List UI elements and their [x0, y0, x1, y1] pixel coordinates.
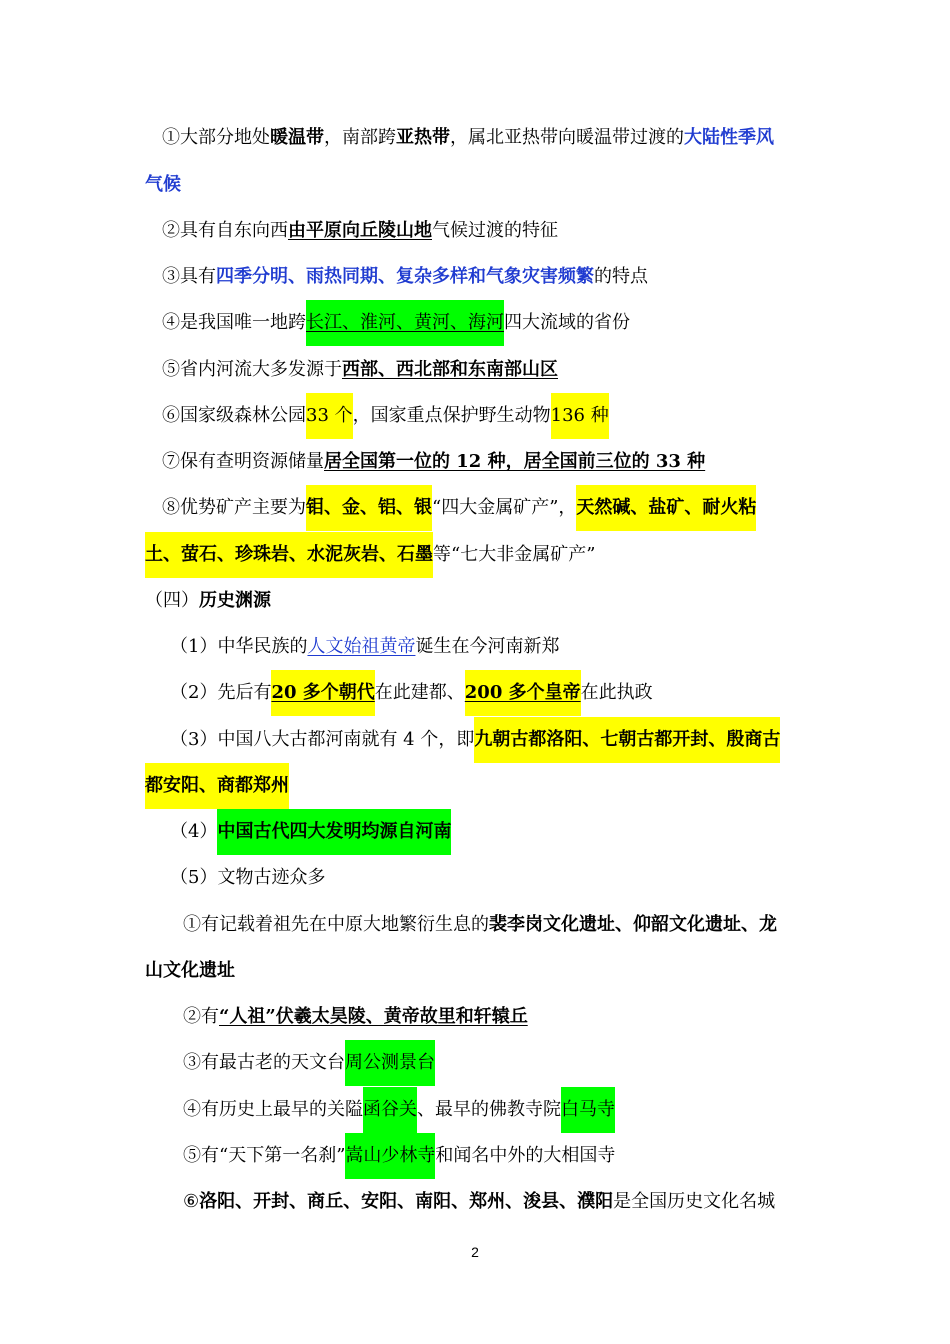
text-run: 33 个	[306, 393, 353, 439]
text-run: ④有历史上最早的关隘	[183, 1099, 363, 1120]
text-line	[0, 347, 950, 393]
text-run: 中国古代四大发明均源自河南	[217, 809, 451, 855]
text-run: 洛阳、开封、商丘、安阳、南阳、郑州、浚县、濮阳	[199, 1191, 614, 1212]
text-run: ③有最古老的天文台	[183, 1052, 345, 1073]
text-run: 九朝古都洛阳、七朝古都开封、殷商古	[474, 717, 780, 763]
text-line	[0, 254, 950, 300]
text-line	[0, 763, 950, 809]
text-run: ④是我国唯一地跨	[162, 312, 306, 333]
text-run: ⑥国家级森林公园	[162, 405, 306, 426]
text-line	[0, 439, 950, 485]
text-run: 暖温带	[270, 127, 324, 148]
text-run: 等“七大非金属矿产”	[433, 544, 596, 565]
text-run: ②具有自东向西	[162, 220, 288, 241]
text-run: ②有	[183, 1006, 219, 1027]
text-run: 136 种	[551, 393, 609, 439]
text-run: 周公测景台	[345, 1040, 435, 1086]
text-run: 气候	[145, 174, 181, 195]
text-run: 天然碱、盐矿、耐火粘	[576, 485, 756, 531]
text-run: ③具有	[162, 266, 216, 287]
text-line	[0, 115, 950, 161]
text-run: ⑤省内河流大多发源于	[162, 359, 342, 380]
text-line	[0, 902, 950, 948]
text-run: 200 多个皇帝	[465, 670, 581, 716]
text-run: 人文始祖黄帝	[307, 636, 416, 657]
text-run: （3）中国八大古都河南就有 4 个，即	[170, 729, 475, 750]
text-run: 由平原向丘陵山地	[288, 220, 432, 241]
text-line	[0, 532, 950, 578]
text-line	[0, 1133, 950, 1179]
text-run: 白马寺	[561, 1087, 615, 1133]
text-run: ，南部跨	[324, 127, 396, 148]
text-run: 山文化遗址	[145, 960, 235, 981]
text-run: 居全国第一位的 12 种，居全国前三位的 33 种	[324, 451, 706, 472]
text-line	[0, 1040, 950, 1086]
text-run: （1）中华民族的	[170, 636, 308, 657]
text-run: 西部、西北部和东南部山区	[342, 359, 558, 380]
text-run: 四季分明、雨热同期、复杂多样和气象灾害频繁	[216, 266, 594, 287]
text-line	[0, 300, 950, 346]
text-run: 大陆性季风	[684, 127, 774, 148]
text-run: “四大金属矿产”，	[432, 497, 577, 518]
text-line	[0, 1179, 950, 1225]
text-line	[0, 208, 950, 254]
text-run: 、最早的佛教寺院	[417, 1099, 561, 1120]
text-run: 都安阳、商都郑州	[145, 763, 289, 809]
text-run: ①大部分地处	[162, 127, 270, 148]
text-run: （2）先后有	[170, 682, 272, 703]
page-number: 2	[471, 1244, 479, 1260]
text-run: 和闻名中外的大相国寺	[435, 1145, 616, 1166]
text-run: ⑤有“天下第一名刹”	[183, 1145, 346, 1166]
text-run: 土、萤石、珍珠岩、水泥灰岩、石墨	[145, 532, 433, 578]
text-run: ⑥	[183, 1191, 200, 1212]
text-line	[0, 485, 950, 531]
text-run: （5）文物古迹众多	[170, 867, 326, 888]
text-line	[0, 624, 950, 670]
text-line	[0, 855, 950, 901]
text-run: 在此执政	[580, 682, 653, 703]
text-run: 20 多个朝代	[271, 670, 374, 716]
text-line	[0, 670, 950, 716]
text-run: 历史渊源	[199, 590, 271, 611]
text-run: 诞生在今河南新郑	[415, 636, 560, 657]
text-run: 嵩山少林寺	[345, 1133, 435, 1179]
text-run: （4）	[170, 821, 218, 842]
section-heading	[0, 578, 950, 624]
text-run: 钼、金、铝、银	[306, 485, 432, 531]
text-run: ，国家重点保护野生动物	[352, 405, 551, 426]
text-run: 裴李岗文化遗址、仰韶文化遗址、龙	[489, 914, 777, 935]
text-line	[0, 994, 950, 1040]
text-run: 四大流域的省份	[504, 312, 630, 333]
text-line	[0, 717, 950, 763]
text-run: ⑦保有查明资源储量	[162, 451, 324, 472]
text-run: “人祖”伏羲太昊陵、黄帝故里和轩辕丘	[219, 1006, 528, 1027]
text-line	[0, 1087, 950, 1133]
text-run: 亚热带	[396, 127, 450, 148]
text-run: （四）	[145, 590, 199, 611]
text-line	[0, 393, 950, 439]
text-run: 是全国历史文化名城	[613, 1191, 776, 1212]
text-line	[0, 948, 950, 994]
text-run: ⑧优势矿产主要为	[162, 497, 306, 518]
text-run: 的特点	[594, 266, 648, 287]
text-run: 在此建都、	[374, 682, 465, 703]
text-run: ，属北亚热带向暖温带过渡的	[450, 127, 684, 148]
text-run: 长江、淮河、黄河、海河	[306, 300, 504, 346]
text-run: 气候过渡的特征	[432, 220, 558, 241]
text-run: 函谷关	[363, 1087, 417, 1133]
text-line	[0, 809, 950, 855]
text-run: ①有记载着祖先在中原大地繁衍生息的	[183, 914, 489, 935]
text-line	[0, 162, 950, 208]
